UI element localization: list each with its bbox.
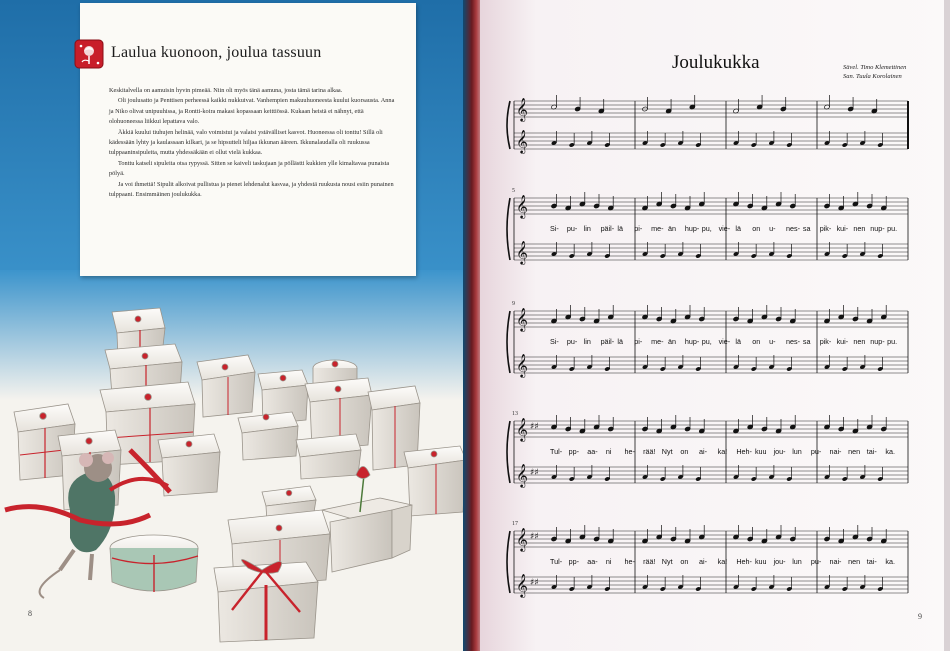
gift-box (238, 412, 298, 460)
composer-credit: Sävel. Timo Klemettinen (843, 64, 907, 71)
tulip-emblem-icon (72, 37, 106, 71)
lyric-syllable: aa- (587, 447, 598, 456)
lyric-syllable: Si- (550, 337, 559, 346)
lyric-syllable: pu. (887, 337, 898, 346)
gift-box (197, 355, 255, 417)
lyric-syllable: pu, (701, 337, 712, 346)
lyric-syllable: nen (848, 557, 861, 566)
treble-clef: 𝄞 (516, 417, 528, 441)
treble-clef: 𝄞 (516, 129, 528, 153)
lyric-syllable: pp- (568, 447, 580, 456)
lyric-syllable: lin (583, 337, 591, 346)
lyric-syllable: ka! (717, 557, 728, 566)
lyric-syllable: ka. (885, 447, 895, 456)
measure-number: 13 (512, 411, 518, 417)
lyric-syllable: än (668, 224, 676, 233)
treble-clef: 𝄞 (516, 527, 528, 551)
lyric-syllable: ka. (885, 557, 895, 566)
key-signature: ♯♯ (530, 532, 539, 542)
lyric-syllable: on (680, 447, 689, 456)
lyric-syllable: pu- (810, 447, 822, 456)
page-number: 8 (28, 609, 32, 618)
lyric-syllable: vie- (718, 337, 731, 346)
lyric-syllable: ai- (699, 557, 708, 566)
lyric-syllable: nai- (829, 447, 842, 456)
lyric-syllable: lä (735, 337, 742, 346)
treble-clef: 𝄞 (516, 97, 528, 121)
lyric-syllable: u- (769, 224, 776, 233)
lyric-syllable: ka! (717, 447, 728, 456)
story-paragraph: Äkkiä kuului tiuhujen helinää, valo voimistui ja valaisi ystävälliset kasvot. Huoneessa oli tonttu! Sillä oli kädessään lyhty ja kaulassaan kilkari, ja se hipsutteli hiljaa ikkunan ääreen. Ikkunalaudalla oli ruukussa tulppaaninsipuleita, mutta yhdessäkään ei ollut vielä kukkaa. (109, 128, 383, 157)
lyric-syllable: Tul- (550, 447, 563, 456)
lyric-syllable: Nyt (661, 447, 673, 456)
lyric-syllable: pu- (566, 337, 578, 346)
lyric-syllable: lun (792, 447, 802, 456)
lyric-syllable: rää! (643, 447, 656, 456)
lyric-syllable: vie- (718, 224, 731, 233)
lyric-syllable: nen (848, 447, 861, 456)
story-paragraph: Keskitalvella on aamuisin hyvin pimeää. Niin oli myös tänä aamuna, josta tämä tarina alkaa. (109, 87, 343, 94)
lyric-syllable: lä (617, 337, 624, 346)
treble-clef: 𝄞 (516, 307, 528, 331)
key-signature: ♯♯ (530, 468, 539, 478)
story-paragraph: Ja voi ihmettä! Sipulit alkoivat pullistua ja pienet lehdenalut kasvaa, ja yhdestä ruukusta nousi esiin punainen tulppaani. Ensimmäinen joulukukka. (109, 180, 394, 199)
measure-number: 9 (512, 301, 515, 307)
lyric-syllable: nes- (786, 337, 800, 346)
lyric-syllable: sa (802, 337, 811, 346)
system-brace (507, 311, 510, 373)
open-gift-box (322, 467, 412, 573)
lyric-syllable: kuu (754, 557, 767, 566)
lyric-syllable: än (668, 337, 676, 346)
lyric-syllable: pik- (819, 224, 832, 233)
system-brace (507, 531, 510, 593)
lyric-syllable: pu, (701, 224, 712, 233)
lyric-syllable: tai- (866, 557, 877, 566)
lyric-syllable: ni (605, 447, 612, 456)
lyric-syllable: sa (802, 224, 811, 233)
lyric-syllable: pu. (887, 224, 898, 233)
system-brace (507, 101, 510, 149)
lyric-syllable: on (680, 557, 689, 566)
lyric-syllable: nen (853, 337, 866, 346)
lyric-syllable: pu- (566, 224, 578, 233)
lyric-syllable: kui- (836, 337, 849, 346)
lyric-syllable: päil- (600, 224, 615, 233)
gift-box (404, 446, 466, 516)
song-title: Joulukukka (672, 52, 760, 73)
lyric-syllable: päil- (600, 337, 615, 346)
lyric-syllable: he- (624, 557, 635, 566)
lyric-syllable: pik- (819, 337, 832, 346)
lyric-syllable: nai- (829, 557, 842, 566)
gift-box-ribboned (214, 559, 318, 642)
story-paragraph: Tonttu katseli sipuleita otsa rypyssä. Sitten se kaiveli taskujaan ja pöllästti kukkien ylle kimaltavaa punaista pölyä. (109, 159, 390, 178)
lyric-syllable: u- (769, 337, 776, 346)
lyric-syllable: jou- (773, 557, 786, 566)
left-page (0, 0, 470, 651)
lyric-syllable: me- (651, 224, 664, 233)
lyric-syllable: on (752, 337, 761, 346)
story-body (109, 86, 395, 200)
lyric-syllable: ni (605, 557, 612, 566)
lyric-syllable: lä (617, 224, 624, 233)
lyric-syllable: ai- (699, 447, 708, 456)
sheet-music (480, 0, 950, 651)
lyric-syllable: Heh- (736, 557, 752, 566)
lyric-syllable: jou- (773, 447, 786, 456)
lyric-syllable: lin (583, 224, 591, 233)
lyric-syllable: pp- (568, 557, 580, 566)
lyric-syllable: nup- (870, 337, 885, 346)
lyric-syllable: nup- (870, 224, 885, 233)
story-paragraph: Oli joulusatto ja Penttisen perheessä kaikki nukkuivat. Vanhempien makuuhuoneesta kuului kuorsausta. Anna ja Niko olivat unipuuhissa, ja Rontti-koira makasi kopassaan keittiössä. Kukaan heistä ei nähnyt, että olohuoneessa liikkui lepattava valo. (109, 97, 395, 126)
lyricist-credit: San. Tuula Korolainen (843, 73, 902, 80)
lyric-syllable: hup- (684, 337, 700, 346)
gift-boxes-illustration (0, 300, 470, 651)
treble-clef: 𝄞 (516, 240, 528, 264)
treble-clef: 𝄞 (516, 573, 528, 597)
lyric-syllable: pu- (810, 557, 822, 566)
lyric-syllable: tai- (866, 447, 877, 456)
lyric-syllable: lä (735, 224, 742, 233)
lyric-syllable: nes- (786, 224, 800, 233)
lyric-syllable: nen (853, 224, 866, 233)
lyric-syllable: Nyt (661, 557, 673, 566)
key-signature: ♯♯ (530, 578, 539, 588)
page-number-right: 9 (918, 612, 922, 621)
lyric-syllable: Tul- (550, 557, 563, 566)
lyric-syllable: pi- (634, 224, 643, 233)
lyric-syllable: hup- (684, 224, 700, 233)
treble-clef: 𝄞 (516, 194, 528, 218)
story-title: Laulua kuonoon, joulua tassuun (111, 44, 322, 61)
gift-box (110, 535, 198, 592)
system-brace (507, 198, 510, 260)
lyric-syllable: Heh- (736, 447, 752, 456)
lyric-syllable: Si- (550, 224, 559, 233)
measure-number: 5 (512, 188, 515, 194)
system-brace (507, 421, 510, 483)
treble-clef: 𝄞 (516, 463, 528, 487)
lyric-syllable: pi- (634, 337, 643, 346)
lyric-syllable: rää! (643, 557, 656, 566)
lyric-syllable: kuu (754, 447, 767, 456)
treble-clef: 𝄞 (516, 353, 528, 377)
measure-number: 17 (512, 521, 518, 527)
lyric-syllable: kui- (836, 224, 849, 233)
lyric-syllable: aa- (587, 557, 598, 566)
key-signature: ♯♯ (530, 422, 539, 432)
gift-box (296, 434, 361, 479)
lyric-syllable: me- (651, 337, 664, 346)
lyric-syllable: lun (792, 557, 802, 566)
lyric-syllable: on (752, 224, 761, 233)
lyric-syllable: he- (624, 447, 635, 456)
